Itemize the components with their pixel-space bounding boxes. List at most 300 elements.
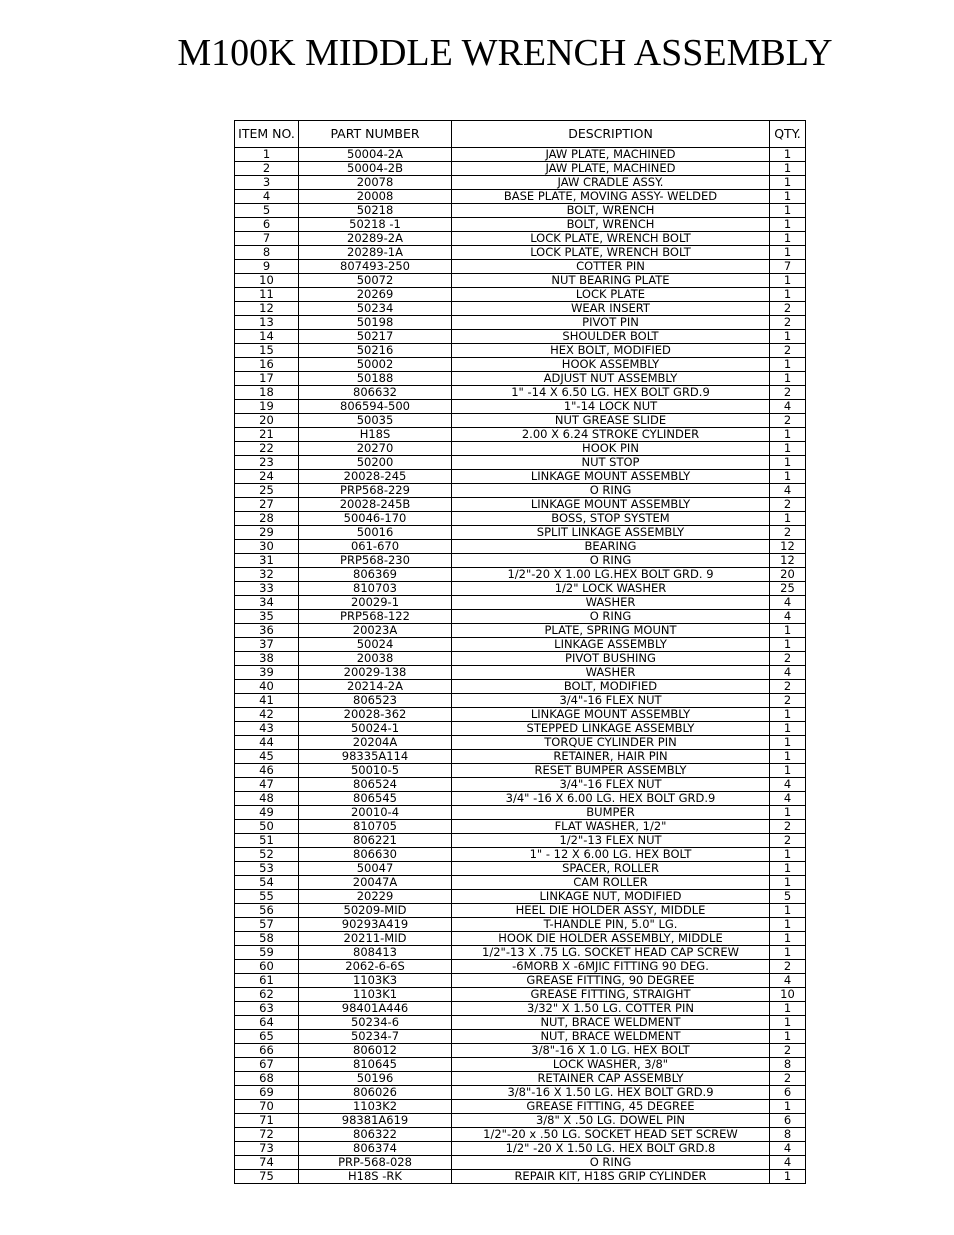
cell-item-no: 31	[235, 554, 299, 568]
cell-qty: 12	[770, 554, 806, 568]
table-row	[235, 1100, 806, 1114]
parts-table	[234, 120, 806, 1184]
cell-qty: 2	[770, 834, 806, 848]
table-row	[235, 1002, 806, 1016]
table-row	[235, 274, 806, 288]
table-row	[235, 764, 806, 778]
cell-qty: 2	[770, 1044, 806, 1058]
table-row	[235, 1114, 806, 1128]
cell-part-number: 20078	[299, 176, 452, 190]
cell-part-number: 50016	[299, 526, 452, 540]
cell-qty: 4	[770, 974, 806, 988]
table-row	[235, 540, 806, 554]
cell-qty: 1	[770, 806, 806, 820]
cell-item-no: 56	[235, 904, 299, 918]
cell-qty: 1	[770, 1030, 806, 1044]
cell-description: BOSS, STOP SYSTEM	[452, 512, 770, 526]
cell-description: 1/2" LOCK WASHER	[452, 582, 770, 596]
cell-description: HEEL DIE HOLDER ASSY, MIDDLE	[452, 904, 770, 918]
table-row	[235, 988, 806, 1002]
cell-item-no: 62	[235, 988, 299, 1002]
table-row	[235, 316, 806, 330]
cell-description: LINKAGE NUT, MODIFIED	[452, 890, 770, 904]
cell-part-number: 50188	[299, 372, 452, 386]
cell-item-no: 70	[235, 1100, 299, 1114]
cell-description: RETAINER, HAIR PIN	[452, 750, 770, 764]
cell-qty: 6	[770, 1086, 806, 1100]
cell-description: SPACER, ROLLER	[452, 862, 770, 876]
cell-part-number: 810705	[299, 820, 452, 834]
table-row	[235, 162, 806, 176]
cell-item-no: 36	[235, 624, 299, 638]
cell-qty: 1	[770, 274, 806, 288]
cell-description: HOOK ASSEMBLY	[452, 358, 770, 372]
cell-description: GREASE FITTING, 90 DEGREE	[452, 974, 770, 988]
cell-qty: 4	[770, 1156, 806, 1170]
cell-part-number: 50209-MID	[299, 904, 452, 918]
cell-part-number: 20028-245	[299, 470, 452, 484]
cell-item-no: 10	[235, 274, 299, 288]
cell-item-no: 25	[235, 484, 299, 498]
cell-description: PIVOT BUSHING	[452, 652, 770, 666]
cell-qty: 1	[770, 904, 806, 918]
cell-item-no: 3	[235, 176, 299, 190]
cell-part-number: PRP-568-028	[299, 1156, 452, 1170]
cell-item-no: 32	[235, 568, 299, 582]
table-row	[235, 190, 806, 204]
cell-qty: 1	[770, 1100, 806, 1114]
cell-item-no: 23	[235, 456, 299, 470]
cell-item-no: 5	[235, 204, 299, 218]
cell-qty: 8	[770, 1058, 806, 1072]
cell-qty: 2	[770, 344, 806, 358]
cell-part-number: 50234	[299, 302, 452, 316]
table-row	[235, 232, 806, 246]
cell-qty: 1	[770, 428, 806, 442]
cell-item-no: 73	[235, 1142, 299, 1156]
table-row	[235, 372, 806, 386]
cell-qty: 4	[770, 666, 806, 680]
cell-description: O RING	[452, 554, 770, 568]
cell-part-number: 061-670	[299, 540, 452, 554]
table-row	[235, 974, 806, 988]
table-row	[235, 960, 806, 974]
cell-description: NUT, BRACE WELDMENT	[452, 1016, 770, 1030]
table-row	[235, 1072, 806, 1086]
cell-part-number: 806594-500	[299, 400, 452, 414]
table-row	[235, 708, 806, 722]
cell-part-number: 810703	[299, 582, 452, 596]
cell-description: 3/4"-16 FLEX NUT	[452, 778, 770, 792]
table-row	[235, 652, 806, 666]
cell-item-no: 69	[235, 1086, 299, 1100]
cell-part-number: 2062-6-6S	[299, 960, 452, 974]
cell-part-number: 50002	[299, 358, 452, 372]
cell-qty: 1	[770, 946, 806, 960]
cell-item-no: 38	[235, 652, 299, 666]
table-row	[235, 806, 806, 820]
cell-qty: 1	[770, 638, 806, 652]
cell-part-number: 50035	[299, 414, 452, 428]
cell-qty: 1	[770, 1170, 806, 1184]
cell-item-no: 44	[235, 736, 299, 750]
cell-description: GREASE FITTING, STRAIGHT	[452, 988, 770, 1002]
cell-description: O RING	[452, 1156, 770, 1170]
table-row	[235, 512, 806, 526]
cell-part-number: PRP568-229	[299, 484, 452, 498]
cell-part-number: 20047A	[299, 876, 452, 890]
cell-part-number: 806322	[299, 1128, 452, 1142]
table-row	[235, 1016, 806, 1030]
table-row	[235, 1128, 806, 1142]
cell-qty: 1	[770, 708, 806, 722]
cell-item-no: 15	[235, 344, 299, 358]
cell-part-number: 20214-2A	[299, 680, 452, 694]
cell-description: WEAR INSERT	[452, 302, 770, 316]
cell-qty: 6	[770, 1114, 806, 1128]
table-row	[235, 834, 806, 848]
cell-qty: 1	[770, 162, 806, 176]
cell-part-number: 806523	[299, 694, 452, 708]
cell-item-no: 46	[235, 764, 299, 778]
cell-item-no: 51	[235, 834, 299, 848]
table-row	[235, 330, 806, 344]
cell-description: 1/2"-20 x .50 LG. SOCKET HEAD SET SCREW	[452, 1128, 770, 1142]
cell-part-number: 806545	[299, 792, 452, 806]
cell-item-no: 48	[235, 792, 299, 806]
table-row	[235, 1142, 806, 1156]
cell-description: LOCK PLATE, WRENCH BOLT	[452, 246, 770, 260]
cell-qty: 4	[770, 596, 806, 610]
cell-qty: 5	[770, 890, 806, 904]
cell-qty: 2	[770, 652, 806, 666]
table-row	[235, 1170, 806, 1184]
cell-description: -6MORB X -6MJIC FITTING 90 DEG.	[452, 960, 770, 974]
cell-description: T-HANDLE PIN, 5.0" LG.	[452, 918, 770, 932]
cell-part-number: 50024-1	[299, 722, 452, 736]
table-row	[235, 386, 806, 400]
cell-part-number: 806374	[299, 1142, 452, 1156]
cell-item-no: 27	[235, 498, 299, 512]
cell-qty: 1	[770, 176, 806, 190]
cell-item-no: 37	[235, 638, 299, 652]
table-row	[235, 848, 806, 862]
table-row	[235, 148, 806, 162]
table-row	[235, 442, 806, 456]
cell-part-number: 20289-1A	[299, 246, 452, 260]
cell-item-no: 22	[235, 442, 299, 456]
cell-part-number: PRP568-122	[299, 610, 452, 624]
cell-qty: 25	[770, 582, 806, 596]
table-row	[235, 414, 806, 428]
cell-part-number: 50200	[299, 456, 452, 470]
cell-part-number: 1103K1	[299, 988, 452, 1002]
cell-description: BUMPER	[452, 806, 770, 820]
cell-description: HOOK PIN	[452, 442, 770, 456]
cell-description: PIVOT PIN	[452, 316, 770, 330]
cell-item-no: 20	[235, 414, 299, 428]
cell-description: 3/32" X 1.50 LG. COTTER PIN	[452, 1002, 770, 1016]
table-row	[235, 456, 806, 470]
cell-part-number: 50196	[299, 1072, 452, 1086]
cell-part-number: 50046-170	[299, 512, 452, 526]
cell-description: LOCK PLATE, WRENCH BOLT	[452, 232, 770, 246]
cell-description: JAW PLATE, MACHINED	[452, 148, 770, 162]
cell-part-number: H18S -RK	[299, 1170, 452, 1184]
cell-part-number: 806369	[299, 568, 452, 582]
cell-item-no: 49	[235, 806, 299, 820]
table-row	[235, 932, 806, 946]
cell-item-no: 58	[235, 932, 299, 946]
cell-description: 3/8"-16 X 1.50 LG. HEX BOLT GRD.9	[452, 1086, 770, 1100]
cell-part-number: H18S	[299, 428, 452, 442]
cell-item-no: 24	[235, 470, 299, 484]
table-row	[235, 344, 806, 358]
cell-part-number: 806221	[299, 834, 452, 848]
cell-item-no: 9	[235, 260, 299, 274]
table-row	[235, 820, 806, 834]
page-title: M100K MIDDLE WRENCH ASSEMBLY	[177, 32, 833, 74]
cell-description: LINKAGE MOUNT ASSEMBLY	[452, 498, 770, 512]
cell-qty: 8	[770, 1128, 806, 1142]
cell-part-number: 20010-4	[299, 806, 452, 820]
table-row	[235, 204, 806, 218]
table-row	[235, 1030, 806, 1044]
table-row	[235, 596, 806, 610]
cell-description: HEX BOLT, MODIFIED	[452, 344, 770, 358]
cell-item-no: 12	[235, 302, 299, 316]
cell-item-no: 19	[235, 400, 299, 414]
table-row	[235, 218, 806, 232]
cell-description: ADJUST NUT ASSEMBLY	[452, 372, 770, 386]
cell-description: WASHER	[452, 666, 770, 680]
table-row	[235, 624, 806, 638]
cell-part-number: 20008	[299, 190, 452, 204]
table-row	[235, 666, 806, 680]
cell-part-number: PRP568-230	[299, 554, 452, 568]
cell-item-no: 28	[235, 512, 299, 526]
cell-part-number: 50024	[299, 638, 452, 652]
table-row	[235, 260, 806, 274]
cell-qty: 2	[770, 498, 806, 512]
cell-item-no: 42	[235, 708, 299, 722]
cell-item-no: 66	[235, 1044, 299, 1058]
cell-part-number: 50004-2A	[299, 148, 452, 162]
cell-description: FLAT WASHER, 1/2"	[452, 820, 770, 834]
cell-part-number: 20229	[299, 890, 452, 904]
cell-part-number: 50216	[299, 344, 452, 358]
cell-qty: 1	[770, 330, 806, 344]
cell-description: COTTER PIN	[452, 260, 770, 274]
parts-table-header	[235, 121, 806, 148]
cell-description: LOCK PLATE	[452, 288, 770, 302]
table-row	[235, 288, 806, 302]
cell-qty: 20	[770, 568, 806, 582]
cell-part-number: 20204A	[299, 736, 452, 750]
cell-qty: 1	[770, 246, 806, 260]
cell-qty: 2	[770, 694, 806, 708]
cell-part-number: 20028-362	[299, 708, 452, 722]
cell-item-no: 55	[235, 890, 299, 904]
cell-part-number: 806630	[299, 848, 452, 862]
table-row	[235, 890, 806, 904]
cell-qty: 2	[770, 302, 806, 316]
cell-item-no: 60	[235, 960, 299, 974]
cell-item-no: 74	[235, 1156, 299, 1170]
table-row	[235, 246, 806, 260]
cell-item-no: 59	[235, 946, 299, 960]
cell-qty: 4	[770, 1142, 806, 1156]
table-row	[235, 680, 806, 694]
cell-part-number: 20023A	[299, 624, 452, 638]
cell-qty: 1	[770, 218, 806, 232]
cell-qty: 4	[770, 610, 806, 624]
cell-item-no: 2	[235, 162, 299, 176]
cell-item-no: 39	[235, 666, 299, 680]
cell-part-number: 50004-2B	[299, 162, 452, 176]
cell-qty: 1	[770, 442, 806, 456]
cell-item-no: 16	[235, 358, 299, 372]
cell-description: REPAIR KIT, H18S GRIP CYLINDER	[452, 1170, 770, 1184]
cell-item-no: 57	[235, 918, 299, 932]
cell-part-number: 20270	[299, 442, 452, 456]
cell-qty: 2	[770, 960, 806, 974]
cell-qty: 1	[770, 764, 806, 778]
cell-part-number: 806012	[299, 1044, 452, 1058]
cell-item-no: 52	[235, 848, 299, 862]
table-row	[235, 400, 806, 414]
cell-qty: 1	[770, 848, 806, 862]
cell-item-no: 72	[235, 1128, 299, 1142]
cell-description: TORQUE CYLINDER PIN	[452, 736, 770, 750]
header-description: DESCRIPTION	[452, 121, 770, 148]
cell-item-no: 30	[235, 540, 299, 554]
cell-description: 1/2"-13 X .75 LG. SOCKET HEAD CAP SCREW	[452, 946, 770, 960]
cell-qty: 1	[770, 624, 806, 638]
cell-part-number: 20289-2A	[299, 232, 452, 246]
cell-part-number: 98335A114	[299, 750, 452, 764]
cell-item-no: 18	[235, 386, 299, 400]
cell-qty: 1	[770, 358, 806, 372]
cell-item-no: 40	[235, 680, 299, 694]
cell-item-no: 11	[235, 288, 299, 302]
cell-qty: 12	[770, 540, 806, 554]
cell-part-number: 1103K3	[299, 974, 452, 988]
cell-qty: 1	[770, 876, 806, 890]
cell-qty: 1	[770, 372, 806, 386]
cell-part-number: 90293A419	[299, 918, 452, 932]
cell-description: BOLT, WRENCH	[452, 204, 770, 218]
cell-description: 1" - 12 X 6.00 LG. HEX BOLT	[452, 848, 770, 862]
cell-description: 1/2"-20 X 1.00 LG.HEX BOLT GRD. 9	[452, 568, 770, 582]
cell-part-number: 50234-6	[299, 1016, 452, 1030]
cell-item-no: 4	[235, 190, 299, 204]
cell-qty: 4	[770, 778, 806, 792]
cell-description: 3/4"-16 FLEX NUT	[452, 694, 770, 708]
cell-description: BASE PLATE, MOVING ASSY- WELDED	[452, 190, 770, 204]
table-row	[235, 792, 806, 806]
table-row	[235, 946, 806, 960]
cell-item-no: 43	[235, 722, 299, 736]
cell-item-no: 6	[235, 218, 299, 232]
cell-item-no: 34	[235, 596, 299, 610]
cell-description: 3/8" X .50 LG. DOWEL PIN	[452, 1114, 770, 1128]
cell-part-number: 98381A619	[299, 1114, 452, 1128]
cell-description: STEPPED LINKAGE ASSEMBLY	[452, 722, 770, 736]
cell-qty: 2	[770, 386, 806, 400]
table-row	[235, 1058, 806, 1072]
cell-item-no: 35	[235, 610, 299, 624]
cell-qty: 1	[770, 750, 806, 764]
cell-description: JAW PLATE, MACHINED	[452, 162, 770, 176]
cell-item-no: 75	[235, 1170, 299, 1184]
cell-part-number: 50217	[299, 330, 452, 344]
cell-description: NUT STOP	[452, 456, 770, 470]
cell-description: LOCK WASHER, 3/8"	[452, 1058, 770, 1072]
table-row	[235, 722, 806, 736]
cell-description: 1" -14 X 6.50 LG. HEX BOLT GRD.9	[452, 386, 770, 400]
cell-item-no: 29	[235, 526, 299, 540]
table-row	[235, 1156, 806, 1170]
cell-qty: 4	[770, 484, 806, 498]
cell-description: SHOULDER BOLT	[452, 330, 770, 344]
table-row	[235, 568, 806, 582]
cell-qty: 1	[770, 1016, 806, 1030]
table-row	[235, 778, 806, 792]
cell-description: NUT, BRACE WELDMENT	[452, 1030, 770, 1044]
table-row	[235, 484, 806, 498]
cell-qty: 1	[770, 456, 806, 470]
cell-qty: 1	[770, 722, 806, 736]
cell-qty: 2	[770, 820, 806, 834]
cell-item-no: 21	[235, 428, 299, 442]
cell-item-no: 50	[235, 820, 299, 834]
cell-description: 1/2" -20 X 1.50 LG. HEX BOLT GRD.8	[452, 1142, 770, 1156]
table-row	[235, 526, 806, 540]
cell-part-number: 20211-MID	[299, 932, 452, 946]
cell-qty: 1	[770, 512, 806, 526]
cell-part-number: 50218	[299, 204, 452, 218]
cell-item-no: 63	[235, 1002, 299, 1016]
cell-part-number: 98401A446	[299, 1002, 452, 1016]
cell-part-number: 20028-245B	[299, 498, 452, 512]
cell-part-number: 806026	[299, 1086, 452, 1100]
cell-part-number: 20269	[299, 288, 452, 302]
cell-qty: 1	[770, 232, 806, 246]
table-row	[235, 582, 806, 596]
cell-qty: 4	[770, 400, 806, 414]
cell-description: SPLIT LINKAGE ASSEMBLY	[452, 526, 770, 540]
cell-part-number: 20038	[299, 652, 452, 666]
cell-item-no: 13	[235, 316, 299, 330]
cell-description: HOOK DIE HOLDER ASSEMBLY, MIDDLE	[452, 932, 770, 946]
cell-description: LINKAGE ASSEMBLY	[452, 638, 770, 652]
cell-part-number: 807493-250	[299, 260, 452, 274]
table-row	[235, 428, 806, 442]
cell-qty: 10	[770, 988, 806, 1002]
cell-qty: 4	[770, 792, 806, 806]
parts-table-body	[235, 148, 806, 1184]
cell-part-number: 806524	[299, 778, 452, 792]
cell-description: O RING	[452, 610, 770, 624]
header-qty: QTY.	[770, 121, 806, 148]
header-item-no: ITEM NO.	[235, 121, 299, 148]
cell-part-number: 1103K2	[299, 1100, 452, 1114]
table-row	[235, 876, 806, 890]
cell-qty: 1	[770, 190, 806, 204]
cell-description: 1"-14 LOCK NUT	[452, 400, 770, 414]
cell-item-no: 47	[235, 778, 299, 792]
